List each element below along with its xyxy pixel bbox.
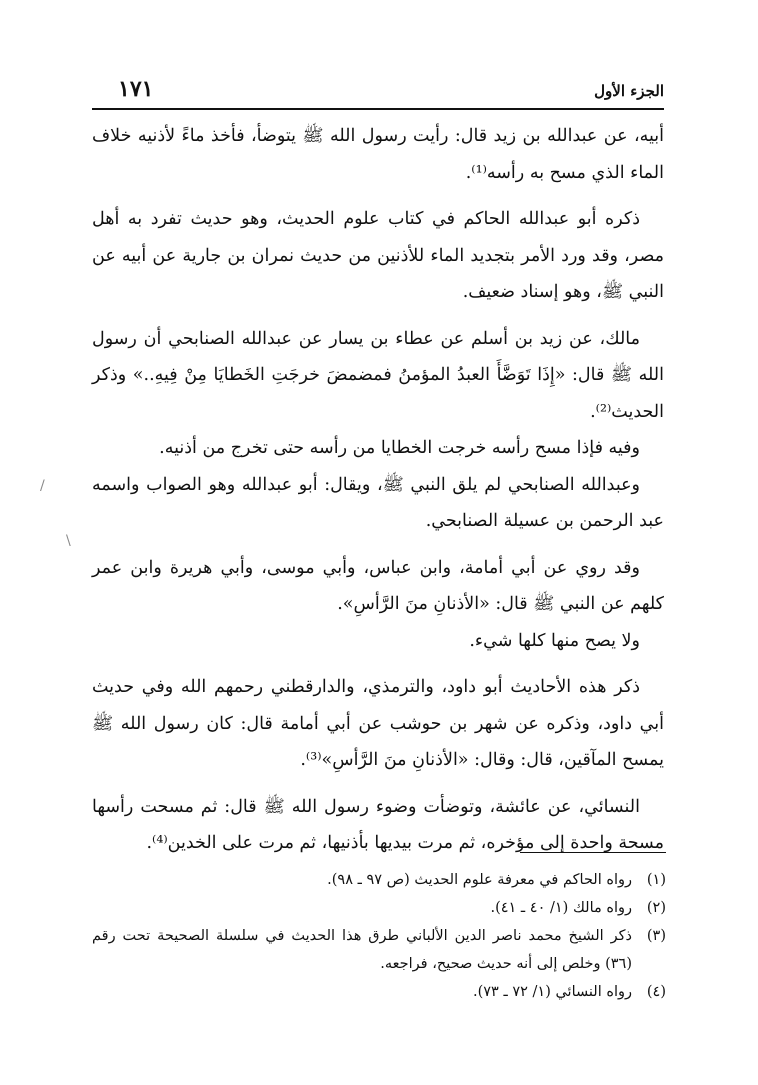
paragraph: وفيه فإذا مسح رأسه خرجت الخطايا من رأسه حتى تخرج من أذنيه. xyxy=(159,438,640,458)
footnote-number: (٤) xyxy=(646,984,666,1000)
footnote xyxy=(92,978,666,1006)
footnote-text: رواه الحاكم في معرفة علوم الحديث (ص ٩٧ ـ ٩٨). xyxy=(327,872,632,888)
paragraph: النسائي، عن عائشة، وتوضأت وضوء رسول الله ﷺ قال: ثم مسحت رأسها مسحة واحدة إلى مؤخره، ثم مرت بيديها بأذنيها، ثم مرت على الخدين⁽⁴⁾. xyxy=(92,796,664,853)
footnote xyxy=(92,894,666,922)
footnote-number: (٣) xyxy=(646,928,666,944)
footnotes xyxy=(92,866,666,1006)
running-header xyxy=(92,78,664,110)
footnote-text: رواه النسائي (١/ ٧٢ ـ ٧٣). xyxy=(472,984,632,1000)
footnote-separator xyxy=(520,852,666,853)
footnote-number: (١) xyxy=(646,872,666,888)
paragraph: ذكره أبو عبدالله الحاكم في كتاب علوم الحديث، وهو حديث تفرد به أهل مصر، وقد ورد الأمر بتجديد الماء للأذنين من حديث نمران بن جارية عن أبيه عن النبي ﷺ، وهو إسناد ضعيف. xyxy=(92,209,664,302)
paragraph: مالك، عن زيد بن أسلم عن عطاء بن يسار عن عبدالله الصنابحي أن رسول الله ﷺ قال: «إِذَا تَوَضَّأَ العبدُ المؤمنُ فمضمضَ خرجَتِ الخَطايَا مِنْ فِيهِ..» وذكر الحديث⁽²⁾. xyxy=(92,328,664,422)
paragraph: ذكر هذه الأحاديث أبو داود، والترمذي، والدارقطني رحمهم الله وفي حديث أبي داود، وذكره عن شهر بن حوشب عن أبي أمامة قال: كان رسول الله ﷺ يمسح المآقين، قال: وقال: «الأذنانِ منَ الرَّأسِ»⁽³⁾. xyxy=(92,677,664,770)
footnote-number: (٢) xyxy=(646,900,666,916)
paragraph: أبيه، عن عبدالله بن زيد قال: رأيت رسول الله ﷺ يتوضأ، فأخذ ماءً لأذنيه خلاف الماء الذي مسح به رأسه⁽¹⁾. xyxy=(92,126,664,183)
margin-mark: / xyxy=(40,478,45,494)
footnote-text: رواه مالك (١/ ٤٠ ـ ٤١). xyxy=(490,900,632,916)
paragraph: وقد روي عن أبي أمامة، وابن عباس، وأبي موسى، وأبي هريرة وابن عمر كلهم عن النبي ﷺ قال: «الأذنانِ منَ الرَّأسِ». xyxy=(92,557,664,614)
margin-mark: \ xyxy=(66,533,71,549)
paragraph: ولا يصح منها كلها شيء. xyxy=(469,630,640,651)
footnote xyxy=(92,922,666,978)
paragraph: وعبدالله الصنابحي لم يلق النبي ﷺ، ويقال: أبو عبدالله وهو الصواب واسمه عبد الرحمن بن عسيلة الصنابحي. xyxy=(92,474,664,531)
footnote-text: ذكر الشيخ محمد ناصر الدين الألباني طرق هذا الحديث في سلسلة الصحيحة تحت رقم (٣٦) وخلص إلى أنه حديث صحيح، فراجعه. xyxy=(92,928,632,972)
page-number: ١٧١ xyxy=(118,76,154,102)
footnote xyxy=(92,866,666,894)
main-text xyxy=(92,118,664,862)
part-title: الجزء الأول xyxy=(594,82,664,100)
